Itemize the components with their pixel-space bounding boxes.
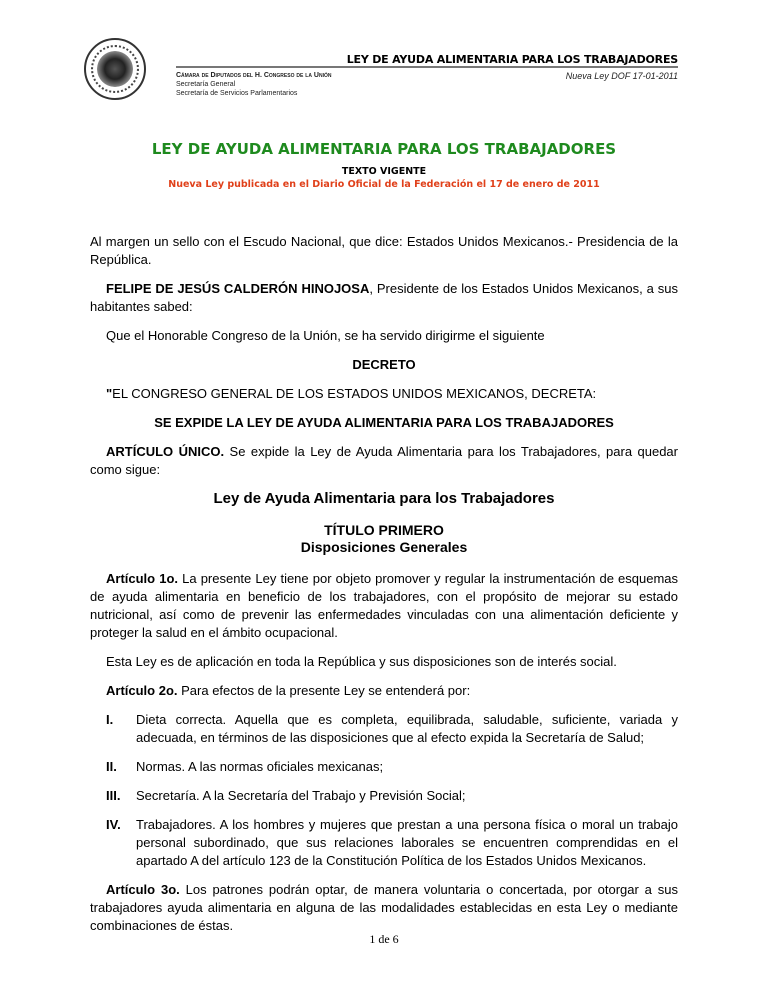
header-institution — [176, 71, 331, 98]
paragraph-text: , Presidente de los Estados Unidos Mexicanos, a sus habitantes sabed: — [90, 281, 678, 314]
document-title: LEY DE AYUDA ALIMENTARIA PARA LOS TRABAJADORES — [151, 140, 617, 158]
running-title: LEY DE AYUDA ALIMENTARIA PARA LOS TRABAJADORES — [346, 53, 678, 66]
paragraph-text: EL CONGRESO GENERAL DE LOS ESTADOS UNIDOS MEXICANOS, DECRETA: — [112, 386, 597, 401]
version-label: Nueva Ley DOF 17-01-2011 — [565, 71, 678, 81]
institution-name: Cámara de Diputados del H. Congreso de la Unión — [176, 72, 332, 79]
item-number: III. — [106, 788, 121, 803]
expide-heading: SE EXPIDE LA LEY DE AYUDA ALIMENTARIA PARA LOS TRABAJADORES — [154, 415, 614, 430]
law-name-heading: Ley de Ayuda Alimentaria para los Trabajadores — [213, 490, 555, 507]
item-number: I. — [106, 712, 114, 727]
document-body — [90, 233, 678, 946]
article-label: ARTÍCULO ÚNICO. — [106, 444, 225, 459]
list-item — [106, 711, 678, 747]
national-seal-logo — [84, 38, 146, 100]
title-heading: TÍTULO PRIMERO — [324, 522, 444, 538]
item-number: II. — [106, 759, 117, 774]
paragraph: Esta Ley es de aplicación en toda la República y sus disposiciones son de interés social. — [106, 654, 617, 669]
paragraph-text: Para efectos de la presente Ley se entenderá por: — [177, 683, 471, 698]
list-item — [106, 787, 678, 805]
page-number: 1 de 6 — [369, 932, 399, 946]
header-divider — [176, 66, 678, 68]
paragraph-text: La presente Ley tiene por objeto promover y regular la instrumentación de esquemas de ayuda alimentaria en beneficio de los trabajadores, con el propósito de mejorar su estado nutricional, así como de prevenir las enfermedades vinculadas con una alimentación deficiente y proteger la salud en el ámbito ocupacional. — [90, 571, 679, 640]
paragraph — [90, 280, 678, 316]
quote-mark: " — [106, 386, 113, 401]
article-label: Artículo 3o. — [106, 882, 180, 897]
title-subheading: Disposiciones Generales — [300, 539, 468, 555]
paragraph — [90, 443, 678, 479]
paragraph-text: Los patrones podrán optar, de manera voluntaria o concertada, por otorgar a sus trabajadores ayuda alimentaria en alguna de las modalidades establecidas en esta Ley o mediante combinaciones de éstas. — [90, 882, 679, 933]
paragraph — [90, 385, 678, 403]
paragraph-text: Se expide la Ley de Ayuda Alimentaria para los Trabajadores, para quedar como sigue: — [90, 444, 678, 477]
dept-general: Secretaría General — [176, 81, 236, 88]
item-text: Trabajadores. A los hombres y mujeres que prestan a una persona física o moral un trabajo personal subordinado, que sus relaciones laborales se encuentren comprendidas en el apartado A del artículo 123 de la Constitución Política de los Estados Unidos Mexicanos. — [136, 817, 678, 868]
status-label: TEXTO VIGENTE — [341, 166, 427, 177]
paragraph: Que el Honorable Congreso de la Unión, se ha servido dirigirme el siguiente — [106, 328, 545, 343]
paragraph — [90, 881, 678, 935]
paragraph — [90, 682, 678, 700]
president-name: FELIPE DE JESÚS CALDERÓN HINOJOSA — [106, 281, 370, 296]
paragraph: Al margen un sello con el Escudo Nacional, que dice: Estados Unidos Mexicanos.- Presidencia de la República. — [90, 234, 678, 267]
article-label: Artículo 2o. — [106, 683, 178, 698]
publication-note: Nueva Ley publicada en el Diario Oficial de la Federación el 17 de enero de 2011 — [168, 179, 600, 190]
item-text: Normas. A las normas oficiales mexicanas; — [136, 759, 384, 774]
item-text: Secretaría. A la Secretaría del Trabajo y Previsión Social; — [136, 788, 466, 803]
list-item — [106, 758, 678, 776]
item-text: Dieta correcta. Aquella que es completa, equilibrada, saludable, suficiente, variada y adecuada, en términos de las disposiciones que al efecto expida la Secretaría de Salud; — [136, 712, 678, 745]
paragraph — [90, 570, 678, 642]
article-label: Artículo 1o. — [106, 571, 179, 586]
item-number: IV. — [106, 817, 121, 832]
list-item — [106, 816, 678, 870]
decree-heading: DECRETO — [352, 357, 416, 372]
dept-parliamentary: Secretaría de Servicios Parlamentarios — [176, 90, 298, 97]
